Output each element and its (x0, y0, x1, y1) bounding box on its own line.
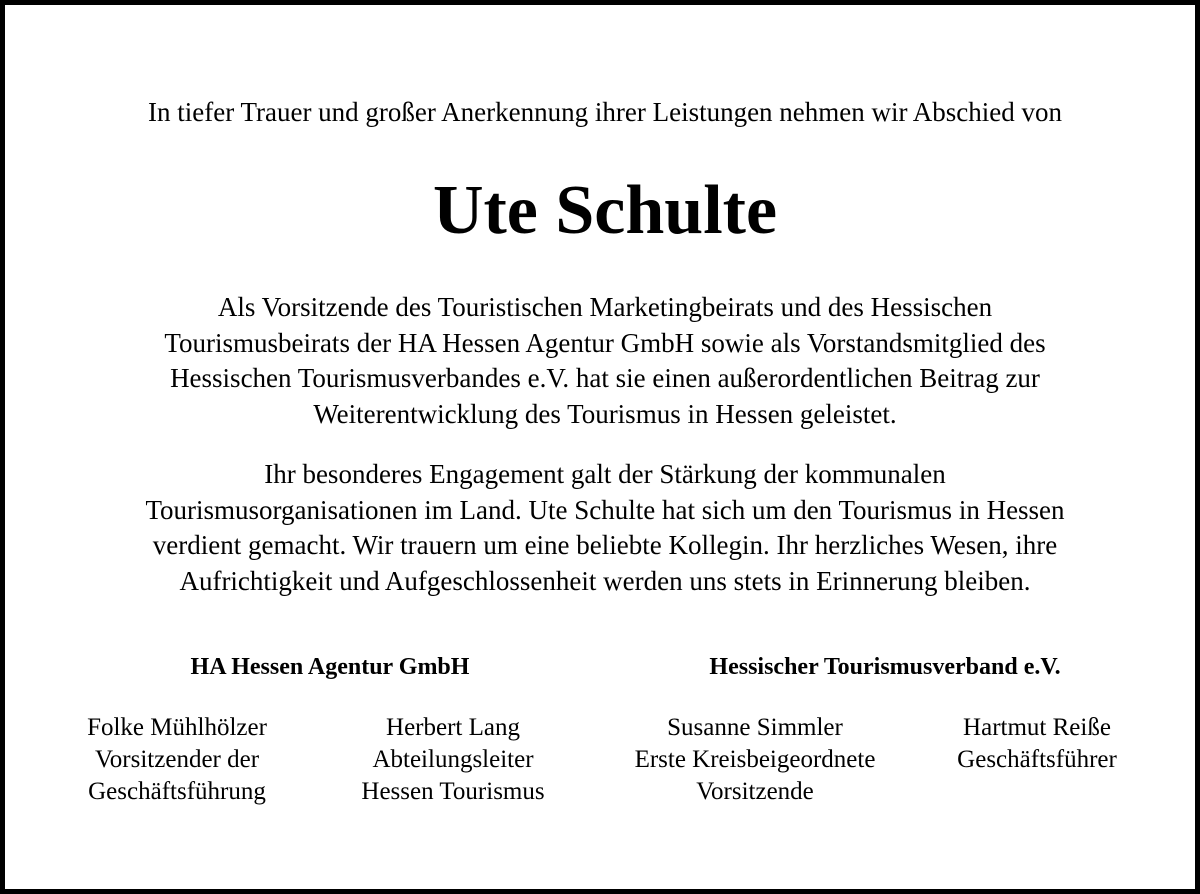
signatory-name: Folke Mühlhölzer (87, 714, 267, 741)
paragraph-line: Als Vorsitzende des Touristischen Marketingbeirats und des Hessischen (217, 292, 993, 322)
signatory (303, 712, 603, 808)
signatory-name: Herbert Lang (386, 714, 520, 741)
paragraph-line: Hessischen Tourismusverbandes e.V. hat sie einen außerordentlichen Beitrag zur (170, 363, 1040, 393)
signatory-title: Geschäftsführung (88, 778, 266, 805)
organization-name: Hessischer Tourismusverband e.V. (709, 654, 1061, 680)
paragraph-line: Ihr besonderes Engagement galt der Stärkung der kommunalen (264, 459, 946, 489)
signatory-name: Susanne Simmler (667, 714, 843, 741)
organization-name: HA Hessen Agentur GmbH (190, 654, 470, 680)
signatory (27, 712, 327, 808)
signatory-title: Vorsitzender der (94, 746, 260, 773)
signatory-title: Hessen Tourismus (361, 778, 545, 805)
signatory-title: Erste Kreisbeigeordnete (634, 746, 876, 773)
paragraph-line: Tourismusbeirats der HA Hessen Agentur GmbH sowie als Vorstandsmitglied des (164, 327, 1046, 358)
paragraph-line: Aufrichtigkeit und Aufgeschlossenheit werden uns stets in Erinnerung bleiben. (179, 565, 1031, 596)
signatory (605, 712, 905, 808)
deceased-name: Ute Schulte (432, 172, 778, 249)
signatory-name: Hartmut Reiße (963, 714, 1111, 741)
paragraph-line: Weiterentwicklung des Tourismus in Hessen geleistet. (313, 398, 897, 429)
signatory-title: Vorsitzende (696, 778, 814, 805)
signatory-title: Abteilungsleiter (372, 746, 534, 773)
tribute-paragraph (45, 290, 1165, 432)
signatory (887, 712, 1187, 776)
signatory-title: Geschäftsführer (957, 746, 1117, 773)
paragraph-line: Tourismusorganisationen im Land. Ute Schulte hat sich um den Tourismus in Hessen (145, 494, 1065, 525)
intro-text: In tiefer Trauer und großer Anerkennung ihrer Leistungen nehmen wir Abschied von (147, 97, 1063, 127)
paragraph-line: verdient gemacht. Wir trauern um eine beliebte Kollegin. Ihr herzliches Wesen, ihre (152, 530, 1058, 560)
tribute-paragraph (45, 457, 1165, 599)
